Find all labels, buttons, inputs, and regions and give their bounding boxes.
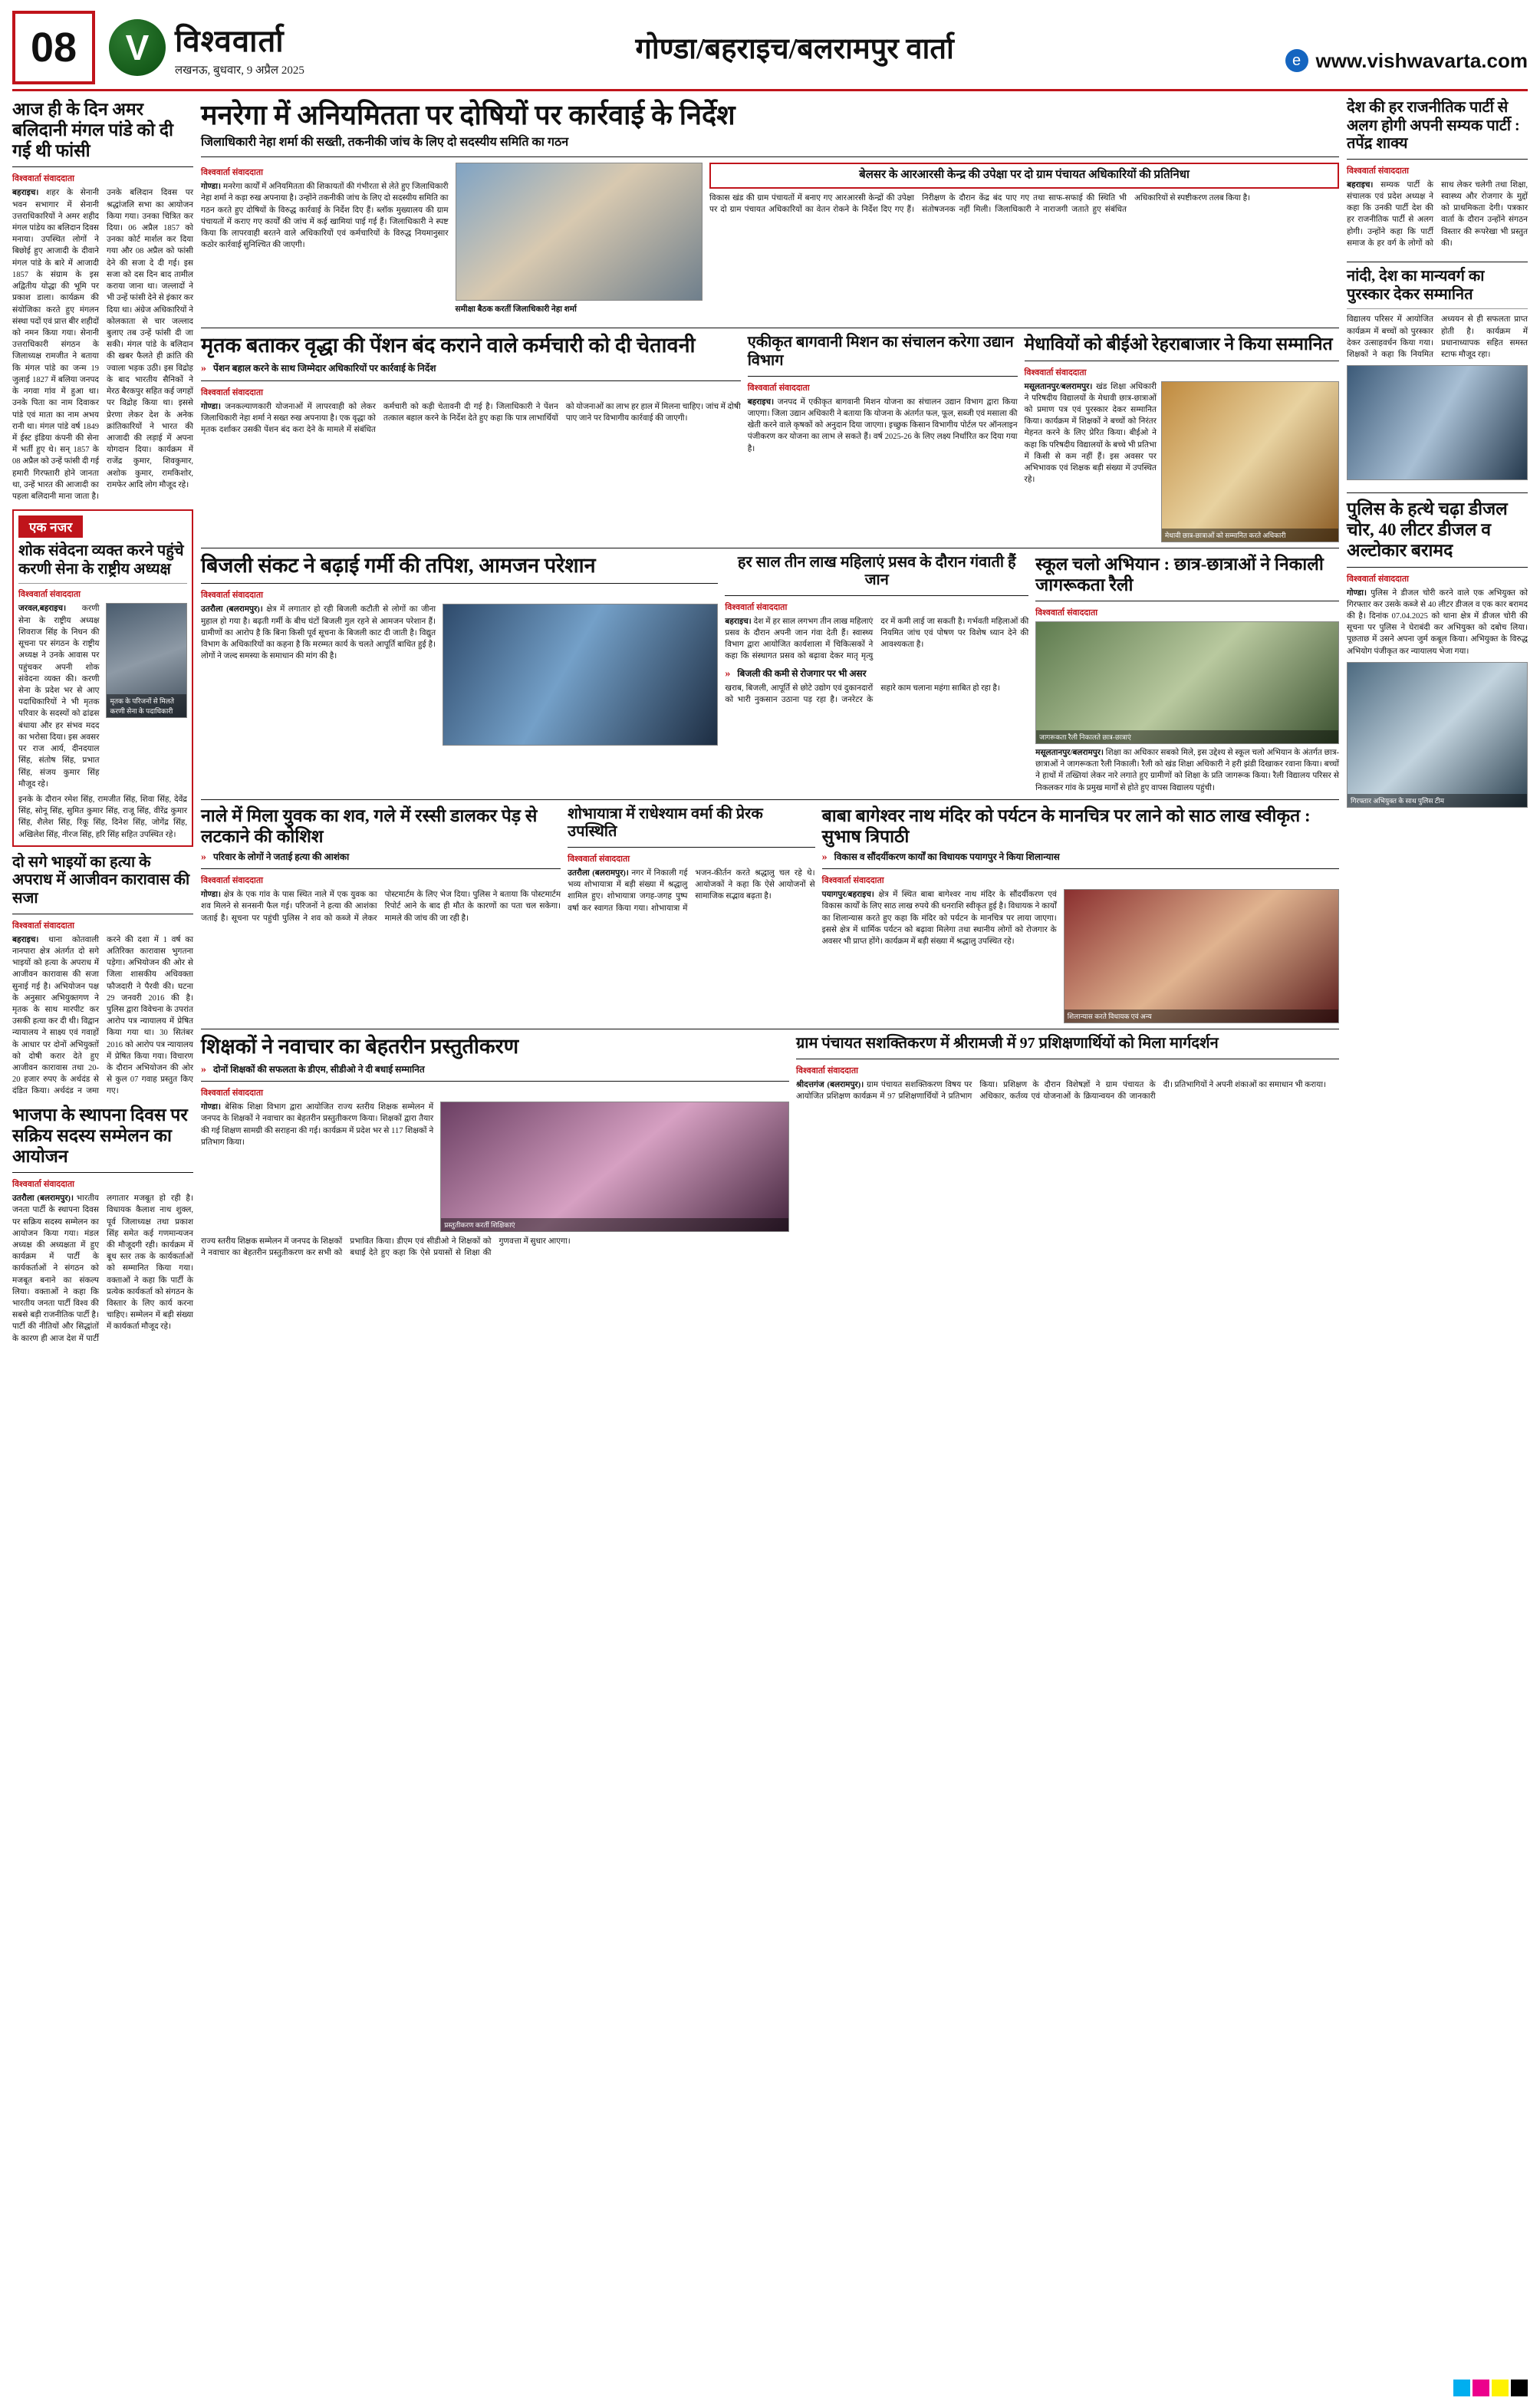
- article-manrega-lead: [201, 99, 1339, 315]
- body: जनकल्याणकारी योजनाओं में लापरवाही को लेकर जिलाधिकारी नेहा शर्मा ने सख्त रुख अपनाया है। एक वृद्धा को मृतक दर्शाकर उसकी पेंशन बंद करा देने के मामले में संबंधित कर्मचारी को कड़ी चेतावनी दी गई है। जिलाधिकारी ने पेंशन तत्काल बहाल करने के निर्देश देते हुए कहा कि पात्र लाभार्थियों को योजनाओं का लाभ हर हाल में मिलना चाहिए। जांच में दोषी पाए जाने पर विभागीय कार्रवाई की जाएगी।: [201, 402, 741, 434]
- article-bjp-foundation-day: [12, 1105, 193, 1345]
- dateline: जरवल,बहराइच।: [18, 604, 67, 614]
- article-shobhayatra: [568, 805, 815, 914]
- headline: मेधावियों को बीईओ रेहराबाजार ने किया सम्मानित: [1024, 334, 1333, 354]
- article-mangal-pandey: [12, 99, 193, 502]
- body-part-1: शहर के सेनानी भवन सभागार में सेनानी उत्तराधिकारियों ने अमर शहीद मंगल पांडेय का बलिदान दिवस मनाया। उपस्थित लोगों ने बिछोई हुए आजादी के दीवाने मंगल पांडे के बारे में आजादी 1857 के संग्राम के इस अद्वितीय योद्धा की भूमि पर प्रकाश डाला। कार्यक्रम की संयोजिका करते हुए मंगलन संस्था पदों एवं प्रात्त बीर शहीदों को नमन किया गया। सेनानी उत्तराधिकारी संगठन के जिलाध्यक्ष रामजीत ने बताया कि मंगल पांडे का जन्म 19 जुलाई 1827 में बलिया जनपद के नगवा गांव में हुआ था। उनके पिता का नाम दिवाकर पांडे एवं माता का नाम अभय रानी था। मंगल पांडे वर्ष 1849 में ईस्ट इंडिया कंपनी की सेना में भर्ती हुए थे। सन् 1857 के 08 अप्रैल को उन्हें फांसी दी गई हमारी गिरफ्तारी होने जानता था, उन्हें भारत की आजादी का पहला बलिदानी माना जाता है। उनके बलिदान दिवस पर श्रद्धांजलि सभा का आयोजन किया गया।: [12, 189, 193, 502]
- article-school-chalo: [1035, 554, 1339, 794]
- headline: आज ही के दिन अमर बलिदानी मंगल पांडे को दी गई थी फांसी: [12, 100, 173, 161]
- article-teacher-innovation: [201, 1035, 789, 1259]
- article-pension-stopped: [201, 334, 741, 436]
- article-photo: [1347, 662, 1528, 808]
- article-photo: [106, 603, 187, 718]
- photo-caption: मेधावी छात्र-छात्राओं को सम्मानित करते अधिकारी: [1162, 529, 1338, 542]
- photo-caption: मृतक के परिजनों से मिलते करणी सेना के पदाधिकारी: [107, 694, 186, 717]
- article-karni-sena: [12, 509, 193, 847]
- body: शिक्षा का अधिकार सबको मिले, इस उद्देश्य से स्कूल चलो अभियान के अंतर्गत छात्र-छात्राओं ने जागरूकता रैली निकाली। रैली को खंड शिक्षा अधिकारी ने हरी झंडी दिखाकर रवाना किया। बच्चों ने हाथों में तख्तियां लेकर नारे लगाते हुए ग्रामीणों को शिक्षा के प्रति जागरूक किया। रैली विद्यालय परिसर से निकलकर गांव के प्रमुख मार्गों से होते हुए वापस विद्यालय पहुंची।: [1035, 748, 1339, 792]
- article-horticulture-mission: [748, 334, 1018, 454]
- bullet-point: » दोनों शिक्षकों की सफलता के डीएम, सीडीओ ने दी बधाई सम्मानित: [201, 1063, 789, 1075]
- dateline: बहराइच।: [12, 935, 39, 944]
- byline: विश्ववार्ता संवाददाता: [821, 876, 884, 886]
- body: विद्यालय परिसर में आयोजित कार्यक्रम में बच्चों को पुरस्कार देकर उत्साहवर्धन किया गया। शिक्षकों ने कहा कि नियमित अध्ययन से ही सफलता प्राप्त होती है। कार्यक्रम में प्रधानाध्यापक सहित समस्त स्टाफ मौजूद रहा।: [1347, 315, 1528, 359]
- dateline: मसूलतानपुर/बलरामपुर।: [1035, 748, 1104, 757]
- article-power-crisis: [201, 554, 718, 746]
- article-panchayat-training: [796, 1035, 1339, 1102]
- photo-caption: समीक्षा बैठक करतीं जिलाधिकारी नेहा शर्मा: [455, 305, 577, 315]
- byline: विश्ववार्ता संवाददाता: [1347, 574, 1409, 584]
- cmyk-registration-marks: [1453, 2380, 1528, 2396]
- byline: विश्ववार्ता संवाददाता: [1024, 367, 1087, 377]
- article-maternal-deaths: [725, 554, 1028, 706]
- article-photo: [456, 163, 703, 301]
- body: देश में हर साल लगभग तीन लाख महिलाएं प्रसव के दौरान अपनी जान गंवा देती हैं। स्वास्थ्य विभाग द्वारा आयोजित कार्यशाला में चिकित्सकों ने कहा कि संस्थागत प्रसव को बढ़ावा देकर मातृ मृत्यु दर में कमी लाई जा सकती है। गर्भवती महिलाओं की नियमित जांच एवं पोषण पर विशेष ध्यान देने की आवश्यकता है।: [725, 617, 1029, 661]
- body: क्षेत्र में लगातार हो रही बिजली कटौती से लोगों का जीना मुहाल हो गया है। बढ़ती गर्मी के बीच घंटों बिजली गुल रहने से आमजन परेशान हैं। ग्रामीणों का आरोप है कि बिना किसी पूर्व सूचना के बिजली काट दी जाती है। विद्युत विभाग के अधिकारियों का कहना है कि मरम्मत कार्य के चलते आपूर्ति बाधित हुई है। लोगों ने जल्द समस्या के समाधान की मांग की है।: [201, 605, 436, 661]
- dateline: बहराइच।: [1347, 180, 1374, 189]
- byline: विश्ववार्ता संवाददाता: [201, 387, 263, 397]
- photo-caption: शिलान्यास करते विधायक एवं अन्य: [1065, 1009, 1338, 1023]
- body-part-1: भारतीय जनता पार्टी के स्थापना दिवस पर सक्रिय सदस्य सम्मेलन का आयोजन किया गया। मंडल अध्यक्ष की अध्यक्षता में हुए कार्यक्रम में पार्टी के कार्यकर्ताओं ने संगठन को मजबूत बनाने का संकल्प लिया। वक्ताओं ने कहा कि भारतीय जनता पार्टी विश्व की सबसे बड़ी राजनीतिक पार्टी है। पार्टी की नीतियों और सिद्धांतों के कारण ही आज देश में पार्टी लगातार मजबूत हो रही है।: [12, 1194, 193, 1343]
- dateline: उतरौला (बलरामपुर)।: [12, 1194, 74, 1204]
- column-right: [1347, 99, 1528, 1352]
- body: ग्राम पंचायत सशक्तिकरण विषय पर आयोजित प्रशिक्षण कार्यक्रम में 97 प्रशिक्षणार्थियों ने प्रतिभाग किया। प्रशिक्षण के दौरान विशेषज्ञों ने ग्राम पंचायत के अधिकार, कर्तव्य एवं योजनाओं के क्रियान्वयन की जानकारी दी। प्रतिभागियों ने अपनी शंकाओं का समाधान भी कराया।: [796, 1080, 1327, 1101]
- subheadline: जिलाधिकारी नेहा शर्मा की सख्ती, तकनीकी जांच के लिए दो सदस्यीय समिति का गठन: [201, 136, 569, 150]
- byline: विश्ववार्ता संवाददाता: [568, 854, 630, 864]
- body: क्षेत्र में स्थित बाबा बागेश्वर नाथ मंदिर के सौंदर्यीकरण एवं विकास कार्यों के लिए साठ लाख रुपये की धनराशि स्वीकृत हुई है। विधायक ने कार्यों का शिलान्यास करते हुए कहा कि मंदिर को पर्यटन के मानचित्र पर लाया जाएगा। इससे क्षेत्र में धार्मिक पर्यटन को बढ़ावा मिलेगा तथा स्थानीय लोगों को रोजगार के अवसर भी प्राप्त होंगे। कार्यक्रम में बड़ी संख्या में श्रद्धालु उपस्थित रहे।: [821, 891, 1057, 947]
- dateline: बहराइच।: [747, 397, 775, 407]
- page-number: 08: [12, 11, 95, 84]
- article-meritorious-students: [1025, 334, 1339, 542]
- byline: विश्ववार्ता संवाददाता: [747, 383, 810, 393]
- publication-dateline: लखनऊ, बुधवार, 9 अप्रैल 2025: [175, 64, 304, 77]
- bullet-point: » परिवार के लोगों ने जताई हत्या की आशंका: [201, 851, 561, 863]
- lead-sidebar-body: विकास खंड की ग्राम पंचायतों में बनाए गए आरआरसी केन्द्रों की उपेक्षा पर दो ग्राम पंचायत अधिकारियों का वेतन रोकने के निर्देश दिए गए हैं। निरीक्षण के दौरान केंद्र बंद पाए गए तथा साफ-सफाई की स्थिति भी संतोषजनक नहीं मिली। जिलाधिकारी ने नाराजगी जताते हुए संबंधित अधिकारियों से स्पष्टीकरण तलब किया है।: [709, 193, 1251, 215]
- article-samyak-party: [1347, 99, 1528, 249]
- body: करणी सेना के राष्ट्रीय अध्यक्ष शिवराज सिंह के निधन की सूचना पर संगठन के राष्ट्रीय अध्यक्ष ने उनके आवास पर पहुंचकर अपनी शोक संवेदना व्यक्त की। करणी सेना के प्रदेश भर से आए पदाधिकारियों ने भी मृतक परिवार के सदस्यों को ढांढस बंधाया और हर संभव मदद का भरोसा दिया। इस अवसर पर राज आर्य, दीनदयाल सिंह, संतोष सिंह, प्रभात सिंह, संजय कुमार सिंह मौजूद रहे।: [18, 604, 100, 789]
- body: क्षेत्र के एक गांव के पास स्थित नाले में एक युवक का शव मिलने से सनसनी फैल गई। परिजनों ने हत्या की आशंका जताई है। सूचना पर पहुंची पुलिस ने शव को कब्जे में लेकर पोस्टमार्टम के लिए भेज दिया। पुलिस ने बताया कि पोस्टमार्टम रिपोर्ट आने के बाद ही मौत के कारणों का पता चल सकेगा। मामले की जांच की जा रही है।: [201, 891, 561, 923]
- page-grid: [12, 99, 1528, 1352]
- photo-caption: जागरूकता रैली निकालते छात्र-छात्राएं: [1036, 730, 1338, 743]
- headline: भाजपा के स्थापना दिवस पर सक्रिय सदस्य सम्मेलन का आयोजन: [12, 1105, 188, 1166]
- body: खंड शिक्षा अधिकारी ने परिषदीय विद्यालयों के मेधावी छात्र-छात्राओं को प्रमाण पत्र एवं पुरस्कार देकर सम्मानित किया। कार्यक्रम में शिक्षकों ने बच्चों को निरंतर मेहनत करने के लिए प्रेरित किया। बीईओ ने कहा कि परिषदीय विद्यालयों के बच्चे भी प्रतिभा में किसी से कम नहीं हैं। इस अवसर पर अभिभावक एवं शिक्षक बड़ी संख्या में उपस्थित रहे।: [1024, 382, 1157, 485]
- headline: बेलसर के आरआरसी केन्द्र की उपेक्षा पर दो ग्राम पंचायत अधिकारियों की प्रतिनिधा: [859, 169, 1190, 182]
- logo-icon: [109, 19, 166, 76]
- headline: शोभायात्रा में राधेश्याम वर्मा की प्रेरक उपस्थिति: [568, 805, 763, 841]
- headline: नांदी, देश का मान्यवर्ग का पुरस्कार देकर सम्मानित: [1347, 268, 1485, 303]
- body-part-2: विधायक कैलाश नाथ शुक्ल, पूर्व जिलाध्यक्ष तथा प्रकाश सिंह समेत कई गणमान्यजन की मौजूदगी रही। कार्यक्रम में बूथ स्तर तक के कार्यकर्ताओं को सम्मानित किया गया। वक्ताओं ने कहा कि पार्टी के प्रत्येक कार्यकर्ता को संगठन के विस्तार के लिए कार्य करना चाहिए। सम्मेलन में बड़ी संख्या में कार्यकर्ता मौजूद रहे।: [107, 1206, 193, 1332]
- body-part-2: उनका चित्रित कर दिया। 06 अप्रैल 1857 को उनका कोर्ट मार्शल कर दिया गया और 08 अप्रैल को फांसी देने की सजा दे दी गई। इस सजा को दस दिन बाद तामील कराया जाना था। जल्लादों ने भी उन्हें फांसी देने से इंकार कर दिया था। अंग्रेज अधिकारियों ने कोलकाता से चार जल्लाद बुलाए तब उन्हें फांसी दी जा सकी। मंगल पांडे के बलिदान की खबर फैलते ही क्रांति की ज्वाला भड़क उठी। इस विद्रोह के बाद भारतीय सैनिकों ने मेरठ बैरकपुर सहित कई जगहों पर विद्रोह किया था। इससे प्रेरणा लेकर देश के अनेक क्रांतिकारियों ने भारत की आजादी की लड़ाई में अपना योगदान दिया। कार्यक्रम में राजेंद्र कुमार, शिवकुमार, अशोक कुमार, रामकिशोर, रामफेर आदि लोग मौजूद रहे।: [107, 212, 194, 489]
- column-center: [201, 99, 1339, 1352]
- publication-name: विश्ववार्ता: [175, 23, 285, 58]
- dateline: उतरौला (बलरामपुर)।: [568, 868, 629, 878]
- lead-sidebar-box: [709, 163, 1339, 189]
- globe-icon: [1285, 49, 1308, 72]
- dateline: गोण्डा।: [201, 891, 221, 900]
- dateline: मसूलतानपुर/बलरामपुर।: [1024, 382, 1093, 391]
- body: मनरेगा कार्यों में अनियमितता की शिकायतों की गंभीरता से लेते हुए जिलाधिकारी नेहा शर्मा ने कड़ा रुख अपनाया है। उन्होंने तकनीकी जांच के लिए दो सदस्यीय समिति का गठन करते हुए दोषियों के विरुद्ध कार्रवाई के निर्देश दिए हैं। ब्लॉक मुख्यालय की ग्राम पंचायतों में कराए गए कार्यों की जांच में कई खामियां पाई गई हैं। जिलाधिकारी ने स्पष्ट किया कि लापरवाही बरतने वाले अधिकारियों एवं कर्मचारियों के विरुद्ध नियमानुसार कठोर कार्रवाई सुनिश्चित की जाएगी।: [201, 183, 449, 250]
- byline: विश्ववार्ता संवाददाता: [201, 168, 263, 178]
- bullet-point: » विकास व सौंदर्यीकरण कार्यों का विधायक पयागपुर ने किया शिलान्यास: [822, 851, 1339, 863]
- dateline: बहराइच।: [725, 617, 752, 626]
- headline: बिजली संकट ने बढ़ाई गर्मी की तपिश, आमजन परेशान: [201, 553, 596, 577]
- body-part-2: राज्य स्तरीय शिक्षक सम्मेलन में जनपद के शिक्षकों ने नवाचार का बेहतरीन प्रस्तुतीकरण कर सभी को प्रभावित किया। डीएम एवं सीडीओ ने शिक्षकों को बधाई देते हुए कहा कि ऐसे प्रयासों से शिक्षा की गुणवत्ता में सुधार आएगा।: [201, 1237, 571, 1258]
- headline: बाबा बागेश्वर नाथ मंदिर को पर्यटन के मानचित्र पर लाने को साठ लाख स्वीकृत : सुभाष त्रिपाठी: [821, 805, 1311, 846]
- headline: देश की हर राजनीतिक पार्टी से अलग होगी अपनी सम्यक पार्टी : तपेंद्र शाक्य: [1347, 99, 1520, 153]
- article-photo: [1161, 381, 1339, 542]
- body: पुलिस ने डीजल चोरी करने वाले एक अभियुक्त को गिरफ्तार कर उसके कब्जे से 40 लीटर डीजल व एक कार बरामद की है। दिनांक 07.04.2025 को थाना क्षेत्र में डीजल चोरी की सूचना पर पुलिस ने घेराबंदी कर अभियुक्त को दबोच लिया। पूछताछ में उसने अपना जुर्म कबूल किया। अभियुक्त के विरुद्ध अभियोग पंजीकृत कर न्यायालय भेजा गया।: [1347, 588, 1528, 656]
- byline: विश्ववार्ता संवाददाता: [12, 174, 74, 184]
- byline: विश्ववार्ता संवाददाता: [201, 1089, 263, 1098]
- bullet-point: » पेंशन बहाल करने के साथ जिम्मेदार अधिकारियों पर कार्रवाई के निर्देश: [201, 362, 741, 374]
- body-part-1: बेसिक शिक्षा विभाग द्वारा आयोजित राज्य स्तरीय शिक्षक सम्मेलन में जनपद के शिक्षकों ने नवाचार का बेहतरीन प्रस्तुतीकरण किया। शिक्षकों द्वारा तैयार की गई शिक्षण सामग्री की सराहना की गई। कार्यक्रम में प्रदेश भर से 117 शिक्षकों ने प्रतिभाग किया।: [201, 1103, 434, 1147]
- headline: शोक संवेदना व्यक्त करने पहुंचे करणी सेना के राष्ट्रीय अध्यक्ष: [18, 542, 184, 578]
- headline: मनरेगा में अनियमितता पर दोषियों पर कार्रवाई के निर्देश: [201, 100, 735, 130]
- body: जनपद में एकीकृत बागवानी मिशन योजना का संचालन उद्यान विभाग द्वारा किया जाएगा। जिला उद्यान अधिकारी ने बताया कि योजना के अंतर्गत फल, फूल, सब्जी एवं मसाला की खेती करने वाले कृषकों को अनुदान दिया जाएगा। इच्छुक किसान विभागीय पोर्टल पर ऑनलाइन पंजीकरण कर योजना का लाभ ले सकते हैं। वर्ष 2025-26 के लिए लक्ष्य निर्धारित कर दिया गया है।: [747, 397, 1018, 453]
- article-photo: [1347, 365, 1528, 480]
- website-url: www.vishwavarta.com: [1315, 48, 1528, 72]
- website-link[interactable]: [1285, 11, 1528, 84]
- byline: विश्ववार्ता संवाददाता: [1347, 166, 1409, 176]
- article-photo: [440, 1102, 789, 1232]
- headline: शिक्षकों ने नवाचार का बेहतरीन प्रस्तुतीकरण: [201, 1035, 519, 1059]
- sub-bullet: » बिजली की कमी से रोजगार पर भी असर: [725, 667, 1028, 680]
- headline: स्कूल चलो अभियान : छात्र-छात्राओं ने निकाली जागरूकता रैली: [1035, 554, 1324, 594]
- byline: विश्ववार्ता संवाददाता: [1035, 608, 1098, 618]
- edition-title: गोण्डा/बहराइच/बलरामपुर वार्ता: [635, 33, 954, 65]
- headline: दो सगे भाइयों का हत्या के अपराध में आजीवन कारावास की सजा: [12, 853, 190, 907]
- dateline: श्रीदत्तगंज (बलरामपुर)।: [796, 1080, 864, 1089]
- headline: पुलिस के हत्थे चढ़ा डीजल चोर, 40 लीटर डीजल व अल्टोकार बरामद: [1347, 499, 1508, 561]
- dateline: गोण्डा।: [201, 183, 221, 192]
- byline: विश्ववार्ता संवाददाता: [796, 1065, 858, 1075]
- article-life-imprisonment: [12, 854, 193, 1098]
- dateline: बहराइच।: [12, 189, 39, 198]
- dateline: उतरौला (बलरामपुर)।: [201, 605, 263, 614]
- article-felicitation-right: [1347, 268, 1528, 480]
- headline: एकीकृत बागवानी मिशन का संचालन करेगा उद्यान विभाग: [747, 334, 1014, 370]
- byline: विश्ववार्ता संवाददाता: [12, 921, 74, 930]
- dateline: गोण्डा।: [201, 402, 221, 411]
- body: थाना कोतवाली नानपारा क्षेत्र अंतर्गत दो सगे भाइयों को हत्या के अपराध में आजीवन कारावास की सजा सुनाई गई है। अभियोजन पक्ष के अनुसार अभियुक्तगण ने मृतक के साथ मारपीट कर उसकी हत्या कर दी थी। विद्वान न्यायालय ने साक्ष्य एवं गवाहों के आधार पर दोनों अभियुक्तों को दोषी करार देते हुए आजीवन कारावास तथा 20-20 हजार रुपए के अर्थदंड से दंडित किया। अर्थदंड न जमा करने की दशा में 1 वर्ष का अतिरिक्त कारावास भुगतना पड़ेगा। अभियोजन की ओर से जिला शासकीय अधिवक्ता फौजदारी ने पैरवी की। घटना 29 जनवरी 2016 की है। पुलिस द्वारा विवेचना के उपरांत आरोप पत्र न्यायालय में प्रेषित किया गया था। 30 सितंबर 2016 को आरोप पत्र न्यायालय में प्रेषित किया गया। विचारण के दौरान अभियोजन की ओर से कुल 07 गवाह प्रस्तुत किए गए।: [12, 935, 193, 1096]
- photo-creditline: इनके के दौरान रमेश सिंह, रामजीत सिंह, शिवा सिंह, देवेंद्र सिंह, सोनू सिंह, सुमित कुमार सिंह, राजू सिंह, वीरेंद्र कुमार सिंह, शैलेश सिंह, रिंकू सिंह, दिनेश सिंह, जोगेंद्र सिंह, अखिलेश सिंह, नीरज सिंह, हरि सिंह सहित उपस्थित रहे।: [18, 795, 187, 839]
- article-photo: [1035, 621, 1339, 744]
- column-1: [12, 99, 193, 1352]
- dateline: गोण्डा।: [1347, 588, 1367, 598]
- article-bageshwar-temple: [822, 805, 1339, 1023]
- article-diesel-thief: [1347, 499, 1528, 808]
- photo-caption: गिरफ्तार अभियुक्त के साथ पुलिस टीम: [1348, 794, 1527, 807]
- section-label: एक नजर: [18, 515, 83, 538]
- dateline: गोण्डा।: [201, 1103, 221, 1112]
- body: नगर में निकाली गई भव्य शोभायात्रा में बड़ी संख्या में श्रद्धालु शामिल हुए। शोभायात्रा जगह-जगह पुष्प वर्षा कर स्वागत किया गया। शोभायात्रा में भजन-कीर्तन करते श्रद्धालु चल रहे थे। आयोजकों ने कहा कि ऐसे आयोजनों से सामाजिक सद्भाव बढ़ता है।: [568, 868, 815, 913]
- byline: विश्ववार्ता संवाददाता: [725, 602, 788, 612]
- headline: मृतक बताकर वृद्धा की पेंशन बंद कराने वाले कर्मचारी को दी चेतावनी: [201, 334, 696, 357]
- article-photo: [443, 604, 718, 746]
- headline: ग्राम पंचायत सशक्तिकरण में श्रीरामजी में 97 प्रशिक्षणार्थियों को मिला मार्गदर्शन: [796, 1035, 1219, 1052]
- byline: विश्ववार्ता संवाददाता: [12, 1180, 74, 1190]
- sub-body: खराब, बिजली, आपूर्ति से छोटे उद्योग एवं दुकानदारों को भारी नुकसान उठाना पड़ रहा है। जनरेटर के सहारे काम चलाना महंगा साबित हो रहा है।: [725, 683, 1000, 705]
- headline: हर साल तीन लाख महिलाएं प्रसव के दौरान गंवाती हैं जान: [737, 553, 1016, 589]
- byline: विश्ववार्ता संवाददाता: [201, 591, 263, 601]
- masthead: [12, 11, 1528, 91]
- photo-caption: प्रस्तुतीकरण करतीं शिक्षिकाएं: [441, 1218, 788, 1231]
- byline: विश्ववार्ता संवाददाता: [18, 590, 81, 600]
- byline: विश्ववार्ता संवाददाता: [201, 876, 263, 886]
- article-photo: [1064, 889, 1339, 1023]
- headline: नाले में मिला युवक का शव, गले में रस्सी डालकर पेड़ से लटकाने की कोशिश: [201, 805, 538, 846]
- body: सम्यक पार्टी के संचालक एवं प्रदेश अध्यक्ष ने कहा कि उनकी पार्टी देश की हर राजनीतिक पार्टी से अलग होगी। उन्होंने कहा कि पार्टी समाज के हर वर्ग के लोगों को साथ लेकर चलेगी तथा शिक्षा, स्वास्थ्य और रोजगार के मुद्दों को प्राथमिकता देगी। पत्रकार वार्ता के दौरान उन्होंने संगठन विस्तार की रूपरेखा भी प्रस्तुत की।: [1347, 180, 1528, 248]
- publication-logo: [109, 11, 304, 84]
- article-body-in-drain: [201, 805, 561, 924]
- dateline: पयागपुर/बहराइच।: [821, 891, 874, 900]
